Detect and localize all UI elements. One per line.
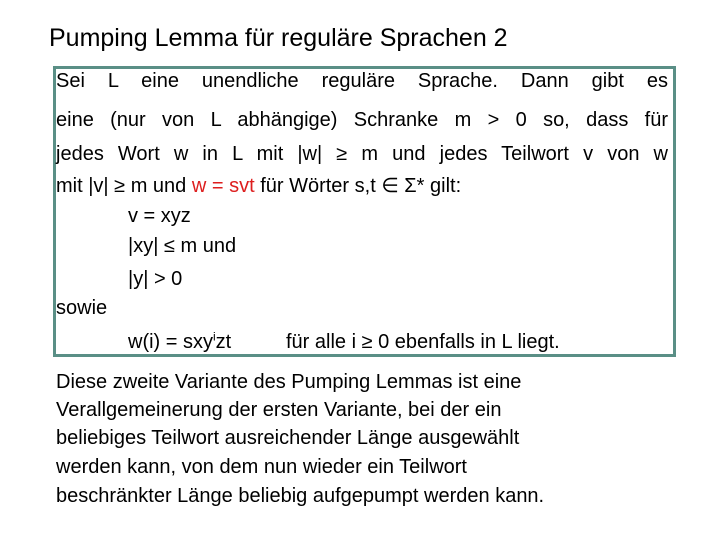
- definition-line-2: eine (nur von L abhängige) Schranke m > 0 so, dass für: [56, 109, 668, 131]
- condition-1: v = xyz: [128, 205, 191, 227]
- explanation-line-3: beliebiges Teilwort ausreichender Länge ausgewählt: [56, 427, 520, 449]
- formula-tail: für alle i ≥ 0 ebenfalls in L liegt.: [286, 331, 560, 353]
- formula-end: zt: [215, 331, 232, 353]
- definition-line-3: jedes Wort w in L mit |w| ≥ m und jedes Teilwort v von w: [56, 143, 668, 165]
- definition-line-4: [56, 173, 461, 199]
- condition-3: |y| > 0: [128, 268, 183, 290]
- slide-title: Pumping Lemma für reguläre Sprachen 2: [49, 24, 508, 52]
- explanation-line-1: Diese zweite Variante des Pumping Lemmas ist eine: [56, 371, 522, 393]
- condition-2: |xy| ≤ m und: [128, 235, 237, 257]
- formula-exponent: i: [213, 329, 216, 344]
- pumping-formula: [128, 329, 668, 355]
- explanation-line-2: Verallgemeinerung der ersten Variante, bei der ein: [56, 399, 502, 421]
- definition-line-4-end: für Wörter s,t ∈ Σ* gilt:: [254, 175, 462, 197]
- highlight-formula: w = svt: [191, 175, 255, 197]
- definition-line-1: Sei L eine unendliche reguläre Sprache. Dann gibt es: [56, 70, 668, 92]
- definition-line-4-start: mit |v| ≥ m und: [56, 175, 192, 197]
- formula-base: w(i) = sxy: [128, 331, 213, 353]
- explanation-line-5: beschränkter Länge beliebig aufgepumpt werden kann.: [56, 485, 545, 507]
- sowie-label: sowie: [56, 297, 108, 319]
- explanation-line-4: werden kann, von dem nun wieder ein Teilwort: [56, 456, 467, 478]
